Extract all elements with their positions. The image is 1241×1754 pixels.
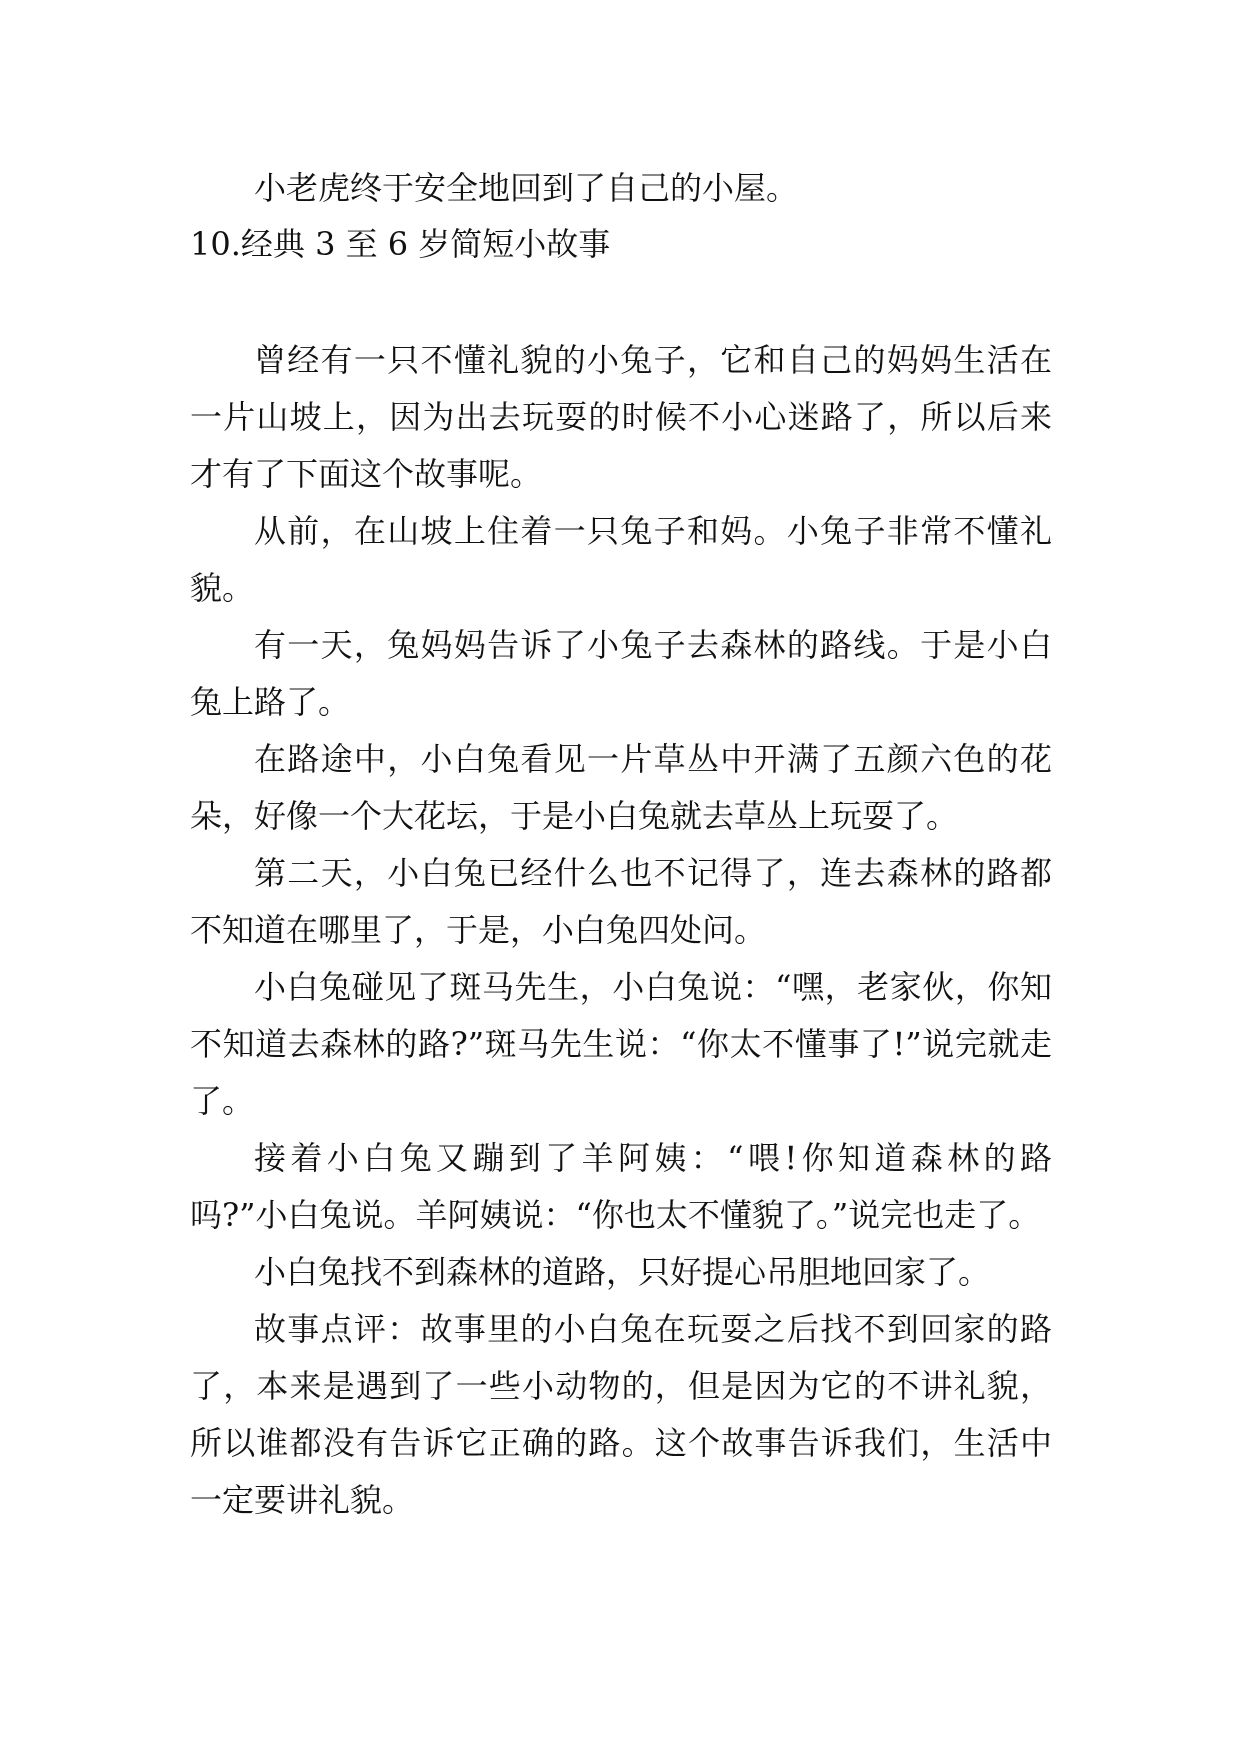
paragraph-7: 接着小白兔又蹦到了羊阿姨：“喂!你知道森林的路吗?”小白兔说。羊阿姨说：“你也太不懂貌了。”说完也走了。 bbox=[190, 1139, 1052, 1234]
paragraph-commentary: 故事点评：故事里的小白兔在玩耍之后找不到回家的路了，本来是遇到了一些小动物的，但是因为它的不讲礼貌，所以谁都没有告诉它正确的路。这个故事告诉我们，生活中一定要讲礼貌。 bbox=[190, 1310, 1052, 1519]
paragraph-6: 小白兔碰见了斑马先生，小白兔说：“嘿，老家伙，你知不知道去森林的路?”斑马先生说：“你太不懂事了!”说完就走了。 bbox=[190, 968, 1052, 1120]
paragraph-4: 在路途中，小白兔看见一片草丛中开满了五颜六色的花朵，好像一个大花坛，于是小白兔就去草丛上玩耍了。 bbox=[190, 740, 1052, 835]
paragraph-3: 有一天，兔妈妈告诉了小兔子去森林的路线。于是小白兔上路了。 bbox=[190, 626, 1052, 721]
paragraph-2: 从前，在山坡上住着一只兔子和妈。小兔子非常不懂礼貌。 bbox=[190, 512, 1052, 607]
document-body bbox=[190, 160, 1052, 1529]
paragraph-5: 第二天，小白兔已经什么也不记得了，连去森林的路都不知道在哪里了，于是，小白兔四处问。 bbox=[190, 854, 1052, 949]
previous-story-closing-line: 小老虎终于安全地回到了自己的小屋。 bbox=[254, 169, 799, 207]
story-heading: 10.经典 3 至 6 岁简短小故事 bbox=[190, 225, 611, 263]
paragraph-8: 小白兔找不到森林的道路，只好提心吊胆地回家了。 bbox=[254, 1253, 991, 1291]
paragraph-intro: 曾经有一只不懂礼貌的小兔子，它和自己的妈妈生活在一片山坡上，因为出去玩耍的时候不小心迷路了，所以后来才有了下面这个故事呢。 bbox=[190, 341, 1052, 493]
